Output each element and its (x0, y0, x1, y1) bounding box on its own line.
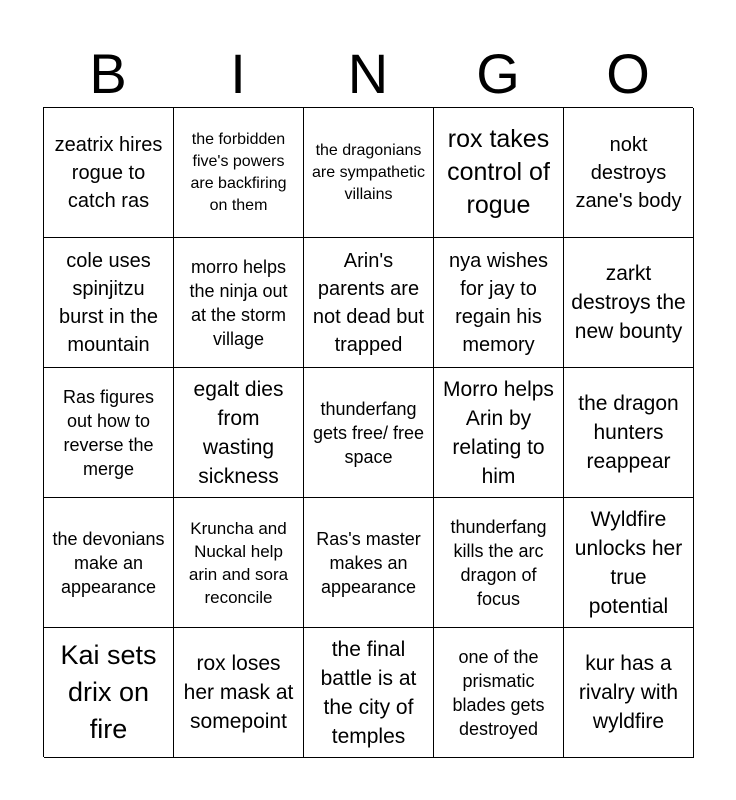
cell-text: zeatrix hires rogue to catch ras (54, 133, 163, 212)
cell-text: the final battle is at the city of temples (320, 637, 417, 748)
cell-text: egalt dies from wasting sickness (193, 377, 284, 488)
cell-text: nokt destroys zane's body (575, 133, 682, 212)
bingo-cell-r3c4[interactable] (434, 368, 564, 498)
bingo-cell-r5c4[interactable] (434, 628, 564, 758)
bingo-cell-r2c2[interactable] (174, 238, 304, 368)
cell-text: Wyldfire unlocks her true potential (574, 507, 683, 618)
header-letter-o: O (606, 42, 650, 105)
bingo-cell-r4c5[interactable] (564, 498, 694, 628)
cell-text: rox takes control of rogue (447, 125, 550, 219)
cell-text: the forbidden five's powers are backfiring on them (190, 130, 287, 214)
cell-text: Kai sets drix on fire (60, 640, 157, 744)
cell-text: the dragon hunters reappear (578, 392, 679, 473)
cell-text: thunderfang kills the arc dragon of focus (450, 516, 547, 609)
bingo-cell-r4c1[interactable] (44, 498, 174, 628)
bingo-cell-r3c1[interactable] (44, 368, 174, 498)
bingo-cell-r1c5[interactable] (564, 108, 694, 238)
header-letter-n: N (347, 42, 389, 105)
bingo-header (43, 40, 693, 108)
header-letter-g: G (476, 42, 520, 105)
bingo-cell-r5c3[interactable] (304, 628, 434, 758)
header-letter-b: B (89, 42, 127, 105)
bingo-cell-r2c4[interactable] (434, 238, 564, 368)
cell-text: the dragonians are sympathetic villains (312, 141, 425, 203)
cell-text: Ras figures out how to reverse the merge (62, 386, 155, 479)
bingo-cell-r4c4[interactable] (434, 498, 564, 628)
bingo-cell-r5c1[interactable] (44, 628, 174, 758)
bingo-cell-r3c3[interactable] (304, 368, 434, 498)
bingo-cell-r3c5[interactable] (564, 368, 694, 498)
bingo-cell-r5c5[interactable] (564, 628, 694, 758)
bingo-cell-r1c4[interactable] (434, 108, 564, 238)
cell-text: Ras's master makes an appearance (316, 528, 421, 597)
cell-text: cole uses spinjitzu burst in the mountain (59, 249, 158, 356)
cell-text: Morro helps Arin by relating to him (443, 377, 554, 488)
bingo-cell-r5c2[interactable] (174, 628, 304, 758)
bingo-cell-r2c1[interactable] (44, 238, 174, 368)
cell-text: kur has a rivalry with wyldfire (578, 652, 679, 733)
bingo-cell-r1c2[interactable] (174, 108, 304, 238)
cell-text: the devonians make an appearance (52, 528, 165, 597)
bingo-cell-r2c3[interactable] (304, 238, 434, 368)
bingo-cell-r3c2[interactable] (174, 368, 304, 498)
bingo-cell-r2c5[interactable] (564, 238, 694, 368)
cell-text: nya wishes for jay to regain his memory (449, 249, 548, 356)
bingo-cell-r4c3[interactable] (304, 498, 434, 628)
bingo-grid (43, 107, 693, 757)
cell-text: zarkt destroys the new bounty (571, 262, 686, 343)
cell-text: one of the prismatic blades gets destroyed (452, 646, 545, 739)
cell-text: rox loses her mask at somepoint (183, 652, 294, 733)
header-letter-i: I (230, 42, 246, 105)
bingo-cell-r1c1[interactable] (44, 108, 174, 238)
bingo-cell-r1c3[interactable] (304, 108, 434, 238)
bingo-cell-r4c2[interactable] (174, 498, 304, 628)
cell-text: morro helps the ninja out at the storm village (189, 256, 288, 349)
cell-text: Arin's parents are not dead but trapped (312, 249, 425, 356)
cell-text: Kruncha and Nuckal help arin and sora reconcile (188, 518, 289, 607)
cell-text: thunderfang gets free/ free space (312, 398, 425, 467)
